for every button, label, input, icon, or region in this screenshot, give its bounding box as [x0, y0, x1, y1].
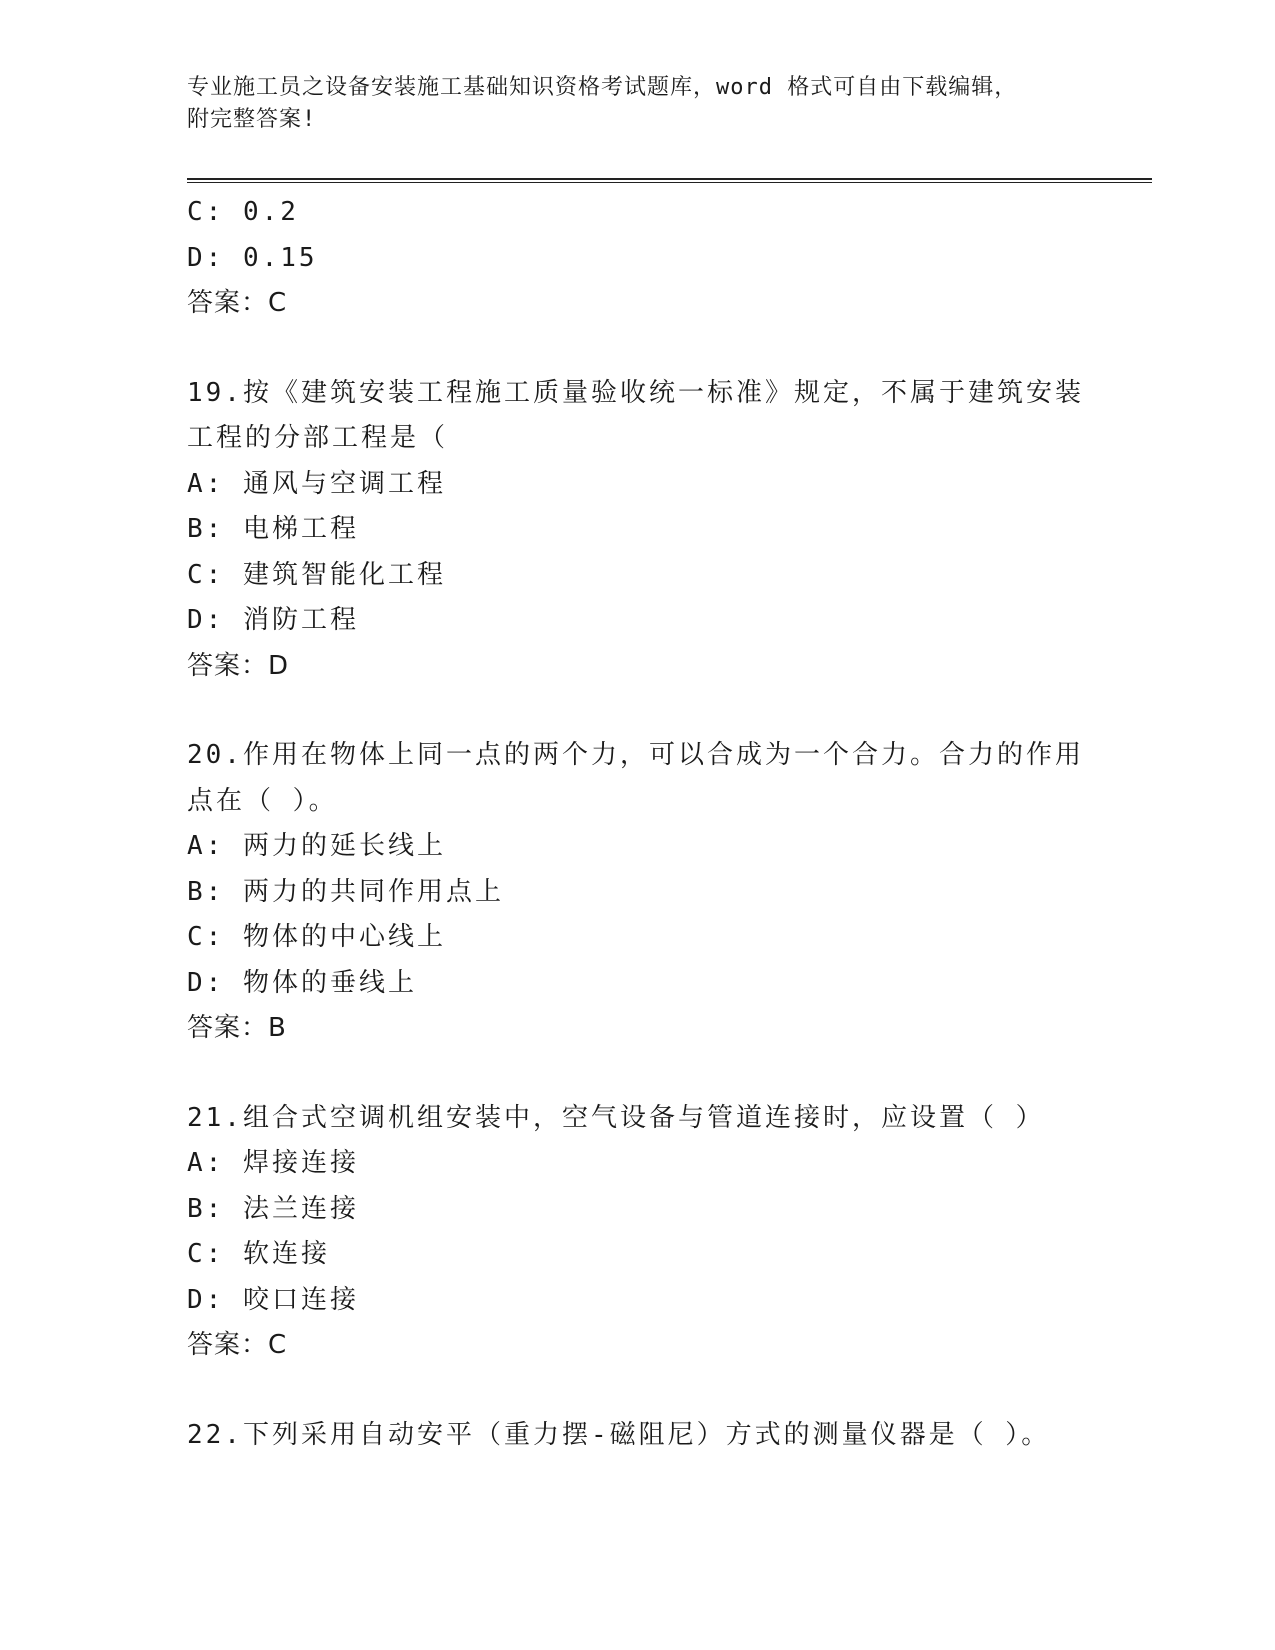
option-a: A: 通风与空调工程: [187, 468, 446, 499]
question-18: [187, 190, 1147, 327]
answer: 答案：B: [187, 1013, 287, 1043]
option-a: A: 两力的延长线上: [187, 831, 446, 861]
document-header: [187, 72, 1087, 136]
answer: 答案：D: [187, 650, 290, 681]
option-b: B: 法兰连接: [187, 1193, 359, 1224]
question-20: [187, 733, 1147, 1052]
question-stem-continued: 工程的分部工程是（: [187, 423, 449, 453]
option-a: A: 焊接连接: [187, 1148, 359, 1178]
question-22: [187, 1413, 1147, 1459]
question-stem: 20.作用在物体上同一点的两个力，可以合成为一个合力。合力的作用: [187, 740, 1084, 770]
spacer: [187, 1052, 1147, 1096]
header-line-2: 附完整答案!: [187, 107, 317, 132]
option-c: C: 软连接: [187, 1239, 330, 1269]
question-stem: 21.组合式空调机组安装中，空气设备与管道连接时，应设置（ ）: [187, 1102, 1045, 1133]
spacer: [187, 1369, 1147, 1413]
option-d: D: 0.15: [187, 242, 318, 273]
option-c: C: 0.2: [187, 197, 299, 227]
option-b: B: 两力的共同作用点上: [187, 876, 504, 907]
option-d: D: 物体的垂线上: [187, 967, 417, 998]
option-c: C: 建筑智能化工程: [187, 559, 446, 590]
answer: 答案：C: [187, 1330, 288, 1360]
question-list: [187, 190, 1147, 1458]
header-divider: [187, 178, 1152, 183]
spacer: [187, 689, 1147, 733]
answer: 答案：C: [187, 288, 288, 318]
question-21: [187, 1096, 1147, 1369]
spacer: [187, 327, 1147, 371]
question-stem-continued: 点在（ ）。: [187, 785, 338, 816]
header-line-1: 专业施工员之设备安装施工基础知识资格考试题库，word 格式可自由下载编辑，: [187, 75, 1018, 100]
question-19: [187, 371, 1147, 690]
option-c: C: 物体的中心线上: [187, 922, 446, 952]
option-d: D: 消防工程: [187, 605, 359, 635]
option-d: D: 咬口连接: [187, 1284, 359, 1315]
question-stem: 19.按《建筑安装工程施工质量验收统一标准》规定，不属于建筑安装: [187, 377, 1084, 408]
question-stem: 22.下列采用自动安平（重力摆-磁阻尼）方式的测量仪器是（ ）。: [187, 1419, 1051, 1450]
option-b: B: 电梯工程: [187, 514, 359, 544]
